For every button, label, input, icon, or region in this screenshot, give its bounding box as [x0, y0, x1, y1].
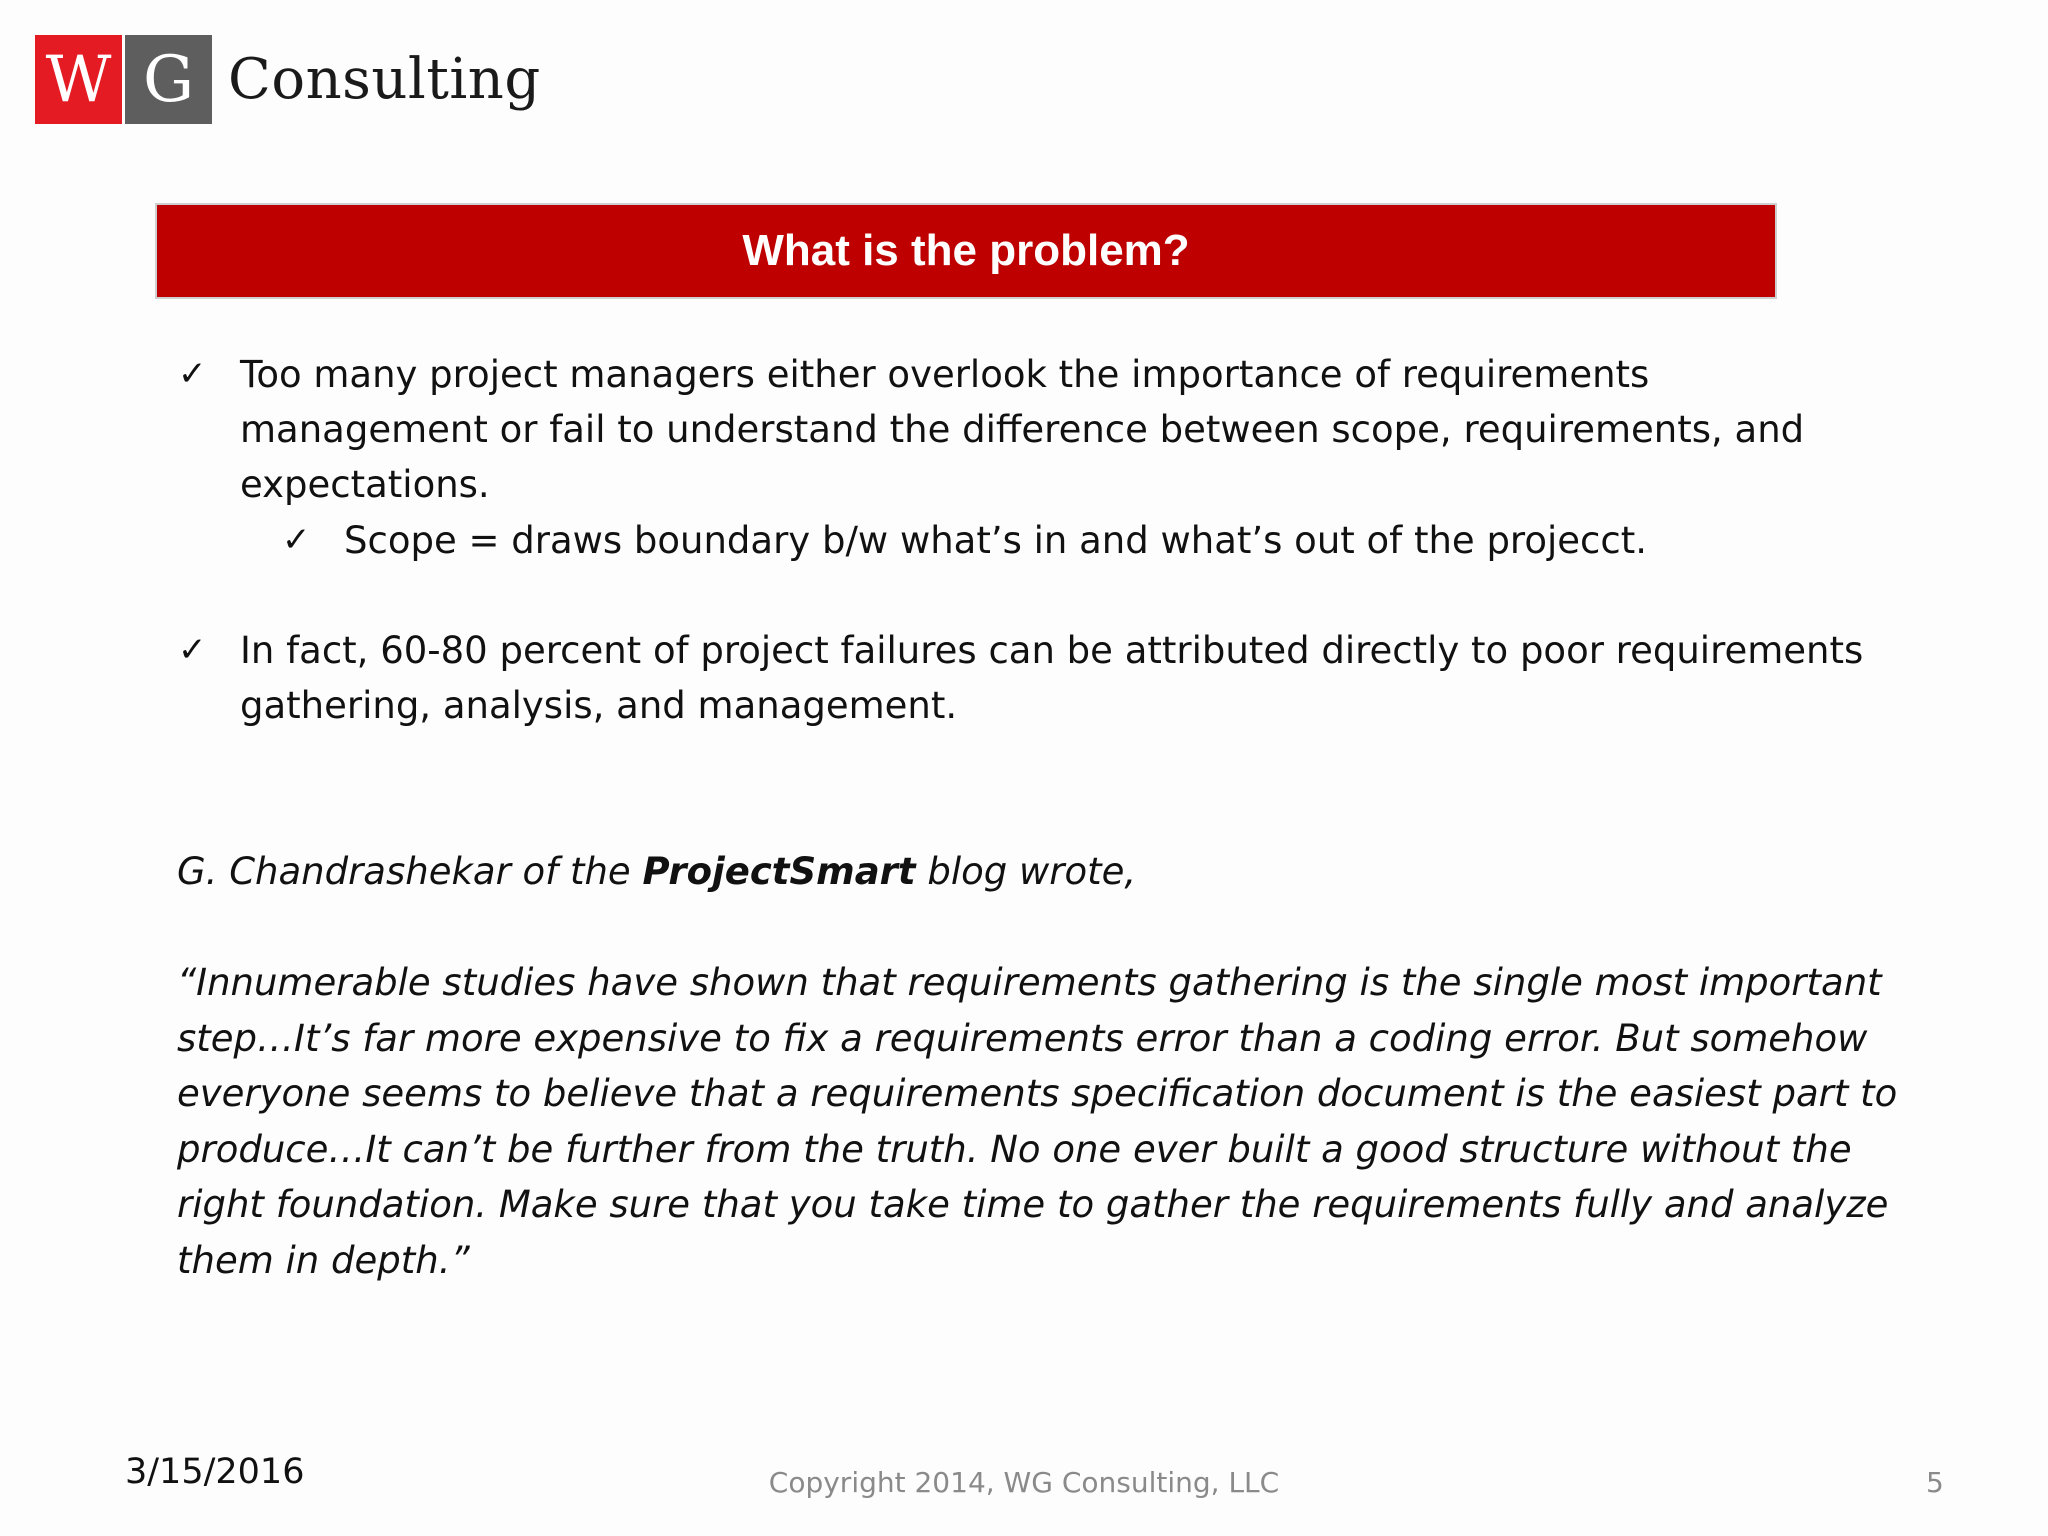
quote-line: step…It’s far more expensive to fix a requirements error than a coding error. But somehow: [177, 1016, 1868, 1060]
quote-line: everyone seems to believe that a requirements specification document is the easiest part to: [177, 1072, 1898, 1115]
bullet-line: gathering, analysis, and management.: [240, 684, 958, 727]
bullet-text-2: [344, 513, 1864, 568]
quote-line: “Innumerable studies have shown that requirements gathering is the single most important: [177, 961, 1882, 1004]
company-logo: [35, 35, 541, 124]
bullet-text-3: [240, 623, 1880, 733]
checkmark-icon: ✓: [178, 630, 207, 670]
footer-date: 3/15/2016: [125, 1452, 305, 1492]
quote-line: produce…It can’t be further from the truth. No one ever built a good structure without the: [177, 1127, 1852, 1171]
logo-w-box: W: [35, 35, 122, 124]
bullet-line: Too many project managers either overlook the importance of requirements: [240, 353, 1650, 396]
bullet-line: In fact, 60-80 percent of project failures can be attributed directly to poor requirements: [240, 629, 1864, 672]
logo-g-box: G: [125, 35, 212, 124]
bullet-line: expectations.: [240, 463, 490, 506]
quote-line: them in depth.”: [177, 1238, 470, 1282]
bullet-line: Scope = draws boundary b/w what’s in and what’s out of the projecct.: [344, 519, 1647, 562]
attribution-suffix: blog wrote,: [915, 850, 1137, 893]
title-banner: [155, 203, 1777, 299]
checkmark-icon: ✓: [178, 354, 207, 394]
footer-copyright: Copyright 2014, WG Consulting, LLC: [768, 1466, 1280, 1499]
attribution-prefix: G. Chandrashekar of the: [177, 850, 643, 893]
logo-text: Consulting: [228, 47, 541, 112]
bullet-line: management or fail to understand the difference between scope, requirements, and: [240, 408, 1805, 451]
slide-title: What is the problem?: [742, 226, 1190, 275]
attribution-blog-name: ProjectSmart: [642, 850, 916, 893]
quote-line: right foundation. Make sure that you take time to gather the requirements fully and analyze: [177, 1183, 1889, 1226]
bullet-text-1: [240, 347, 1820, 512]
quote-block: [177, 955, 1917, 1288]
page-number: 5: [1926, 1466, 1944, 1499]
checkmark-icon: ✓: [282, 520, 311, 560]
quote-attribution: [177, 844, 1136, 899]
